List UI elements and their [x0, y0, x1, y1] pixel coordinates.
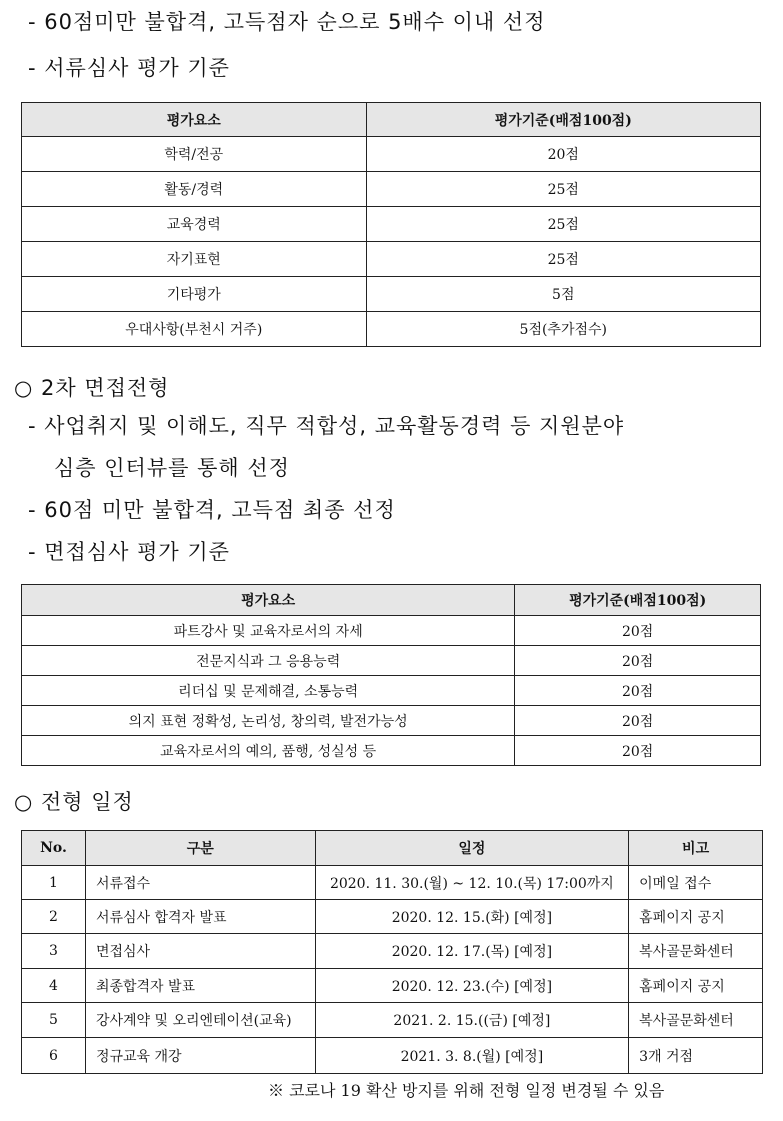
table-cell: 교육자로서의 예의, 품행, 성실성 등	[22, 736, 515, 766]
table-cell: 2020. 12. 23.(수) [예정]	[315, 969, 629, 1003]
table-cell: 자기표현	[22, 242, 367, 277]
table-cell: 2020. 12. 15.(화) [예정]	[315, 900, 629, 934]
table-row	[22, 207, 761, 242]
table-header: 평가기준(배점100점)	[515, 585, 761, 616]
line-interview-criteria-title: - 면접심사 평가 기준	[28, 540, 230, 564]
table-cell: 20점	[515, 616, 761, 646]
heading-interview: ○ 2차 면접전형	[14, 376, 170, 400]
heading-schedule: ○ 전형 일정	[14, 790, 134, 814]
table-cell: 25점	[366, 207, 760, 242]
table-cell: 3	[22, 934, 86, 969]
interview-table	[21, 584, 761, 766]
table-cell: 복사골문화센터	[629, 1003, 763, 1038]
table-cell: 우대사항(부천시 거주)	[22, 312, 367, 347]
table-cell: 5점(추가점수)	[366, 312, 760, 347]
table-cell: 5점	[366, 277, 760, 312]
table-cell: 활동/경력	[22, 172, 367, 207]
table-cell: 이메일 접수	[629, 866, 763, 900]
table-cell: 서류접수	[85, 866, 315, 900]
table-cell: 전문지식과 그 응용능력	[22, 646, 515, 676]
line-selection-rule: - 60점미만 불합격, 고득점자 순으로 5배수 이내 선정	[28, 10, 546, 34]
table-cell: 파트강사 및 교육자로서의 자세	[22, 616, 515, 646]
table-cell: 강사계약 및 오리엔테이션(교육)	[85, 1003, 315, 1038]
table-cell: 기타평가	[22, 277, 367, 312]
table-header: 평가요소	[22, 585, 515, 616]
table-row	[22, 706, 761, 736]
table-cell: 25점	[366, 172, 760, 207]
table-header: 일정	[315, 831, 629, 866]
table-header-row	[22, 103, 761, 137]
line-doc-criteria-title: - 서류심사 평가 기준	[28, 56, 230, 80]
table-cell: 4	[22, 969, 86, 1003]
table-header: 평가기준(배점100점)	[366, 103, 760, 137]
table-cell: 2020. 12. 17.(목) [예정]	[315, 934, 629, 969]
doc-review-table	[21, 102, 761, 347]
table-cell: 1	[22, 866, 86, 900]
table-cell: 5	[22, 1003, 86, 1038]
table-header-row	[22, 585, 761, 616]
table-cell: 리더십 및 문제해결, 소통능력	[22, 676, 515, 706]
schedule-note: ※ 코로나 19 확산 방지를 위해 전형 일정 변경될 수 있음	[268, 1081, 665, 1100]
table-cell: 학력/전공	[22, 137, 367, 172]
table-row	[22, 866, 763, 900]
table-cell: 면접심사	[85, 934, 315, 969]
table-row	[22, 969, 763, 1003]
table-row	[22, 1038, 763, 1074]
line-interview-desc-cont: 심층 인터뷰를 통해 선정	[54, 456, 290, 480]
table-row	[22, 646, 761, 676]
table-cell: 최종합격자 발표	[85, 969, 315, 1003]
table-row	[22, 934, 763, 969]
table-cell: 20점	[515, 676, 761, 706]
table-header: 평가요소	[22, 103, 367, 137]
table-row	[22, 616, 761, 646]
table-row	[22, 277, 761, 312]
table-cell: 2021. 2. 15.((금) [예정]	[315, 1003, 629, 1038]
table-row	[22, 172, 761, 207]
table-cell: 20점	[515, 706, 761, 736]
table-cell: 3개 거점	[629, 1038, 763, 1074]
table-row	[22, 242, 761, 277]
table-cell: 홈페이지 공지	[629, 900, 763, 934]
table-cell: 정규교육 개강	[85, 1038, 315, 1074]
table-cell: 25점	[366, 242, 760, 277]
line-interview-desc: - 사업취지 및 이해도, 직무 적합성, 교육활동경력 등 지원분야	[28, 414, 625, 438]
line-interview-rule: - 60점 미만 불합격, 고득점 최종 선정	[28, 498, 396, 522]
table-header: 비고	[629, 831, 763, 866]
table-row	[22, 1003, 763, 1038]
table-row	[22, 736, 761, 766]
table-header: 구분	[85, 831, 315, 866]
table-cell: 복사골문화센터	[629, 934, 763, 969]
table-cell: 2020. 11. 30.(월) ~ 12. 10.(목) 17:00까지	[315, 866, 629, 900]
table-cell: 20점	[366, 137, 760, 172]
table-cell: 20점	[515, 736, 761, 766]
table-cell: 2	[22, 900, 86, 934]
table-row	[22, 137, 761, 172]
table-header-row	[22, 831, 763, 866]
table-row	[22, 900, 763, 934]
table-cell: 2021. 3. 8.(월) [예정]	[315, 1038, 629, 1074]
table-cell: 교육경력	[22, 207, 367, 242]
table-cell: 서류심사 합격자 발표	[85, 900, 315, 934]
schedule-table	[21, 830, 763, 1074]
table-cell: 20점	[515, 646, 761, 676]
table-cell: 홈페이지 공지	[629, 969, 763, 1003]
table-row	[22, 676, 761, 706]
table-cell: 6	[22, 1038, 86, 1074]
table-cell: 의지 표현 정확성, 논리성, 창의력, 발전가능성	[22, 706, 515, 736]
table-header: No.	[22, 831, 86, 866]
table-row	[22, 312, 761, 347]
